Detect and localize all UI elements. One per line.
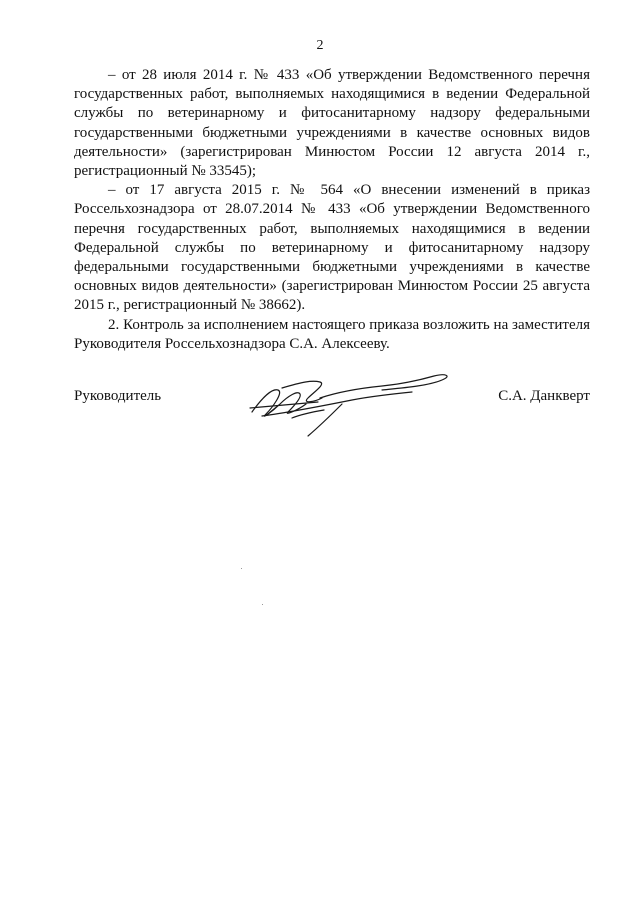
page-number: 2 [316,38,324,53]
scan-speck [262,604,263,605]
signer-name: С.А. Данкверт [498,388,590,404]
paragraph-control-clause: 2. Контроль за исполнением настоящего приказа возложить на заместителя Руководителя Россельхознадзора С.А. Алексееву. [74,316,590,352]
signature-block [74,388,590,468]
handwritten-signature [242,368,462,448]
scan-speck [241,568,242,569]
document-body [74,66,590,354]
paragraph-order-433: – от 28 июля 2014 г. № 433 «Об утверждении Ведомственного перечня государственных работ, выполняемых находящимися в ведении Федеральной службы по ветеринарному и фитосанитарному надзору федеральными государственными бюджетными учреждениями в качестве основных видов деятельности» (зарегистрирован Минюстом России 12 августа 2014 г., регистрационный № 33545); [74,67,590,180]
signer-title: Руководитель [74,388,162,404]
paragraph-order-564: – от 17 августа 2015 г. № 564 «О внесении изменений в приказ Россельхознадзора от 28.07.2014 № 433 «Об утверждении Ведомственного перечня государственных работ, выполняемых находящимися в ведении Федеральной службы по ветеринарному и фитосанитарному надзору федеральными государственными бюджетными учреждениями в качестве основных видов деятельности» (зарегистрирован Минюстом России 25 августа 2015 г., регистрационный № 38662). [74,182,590,314]
